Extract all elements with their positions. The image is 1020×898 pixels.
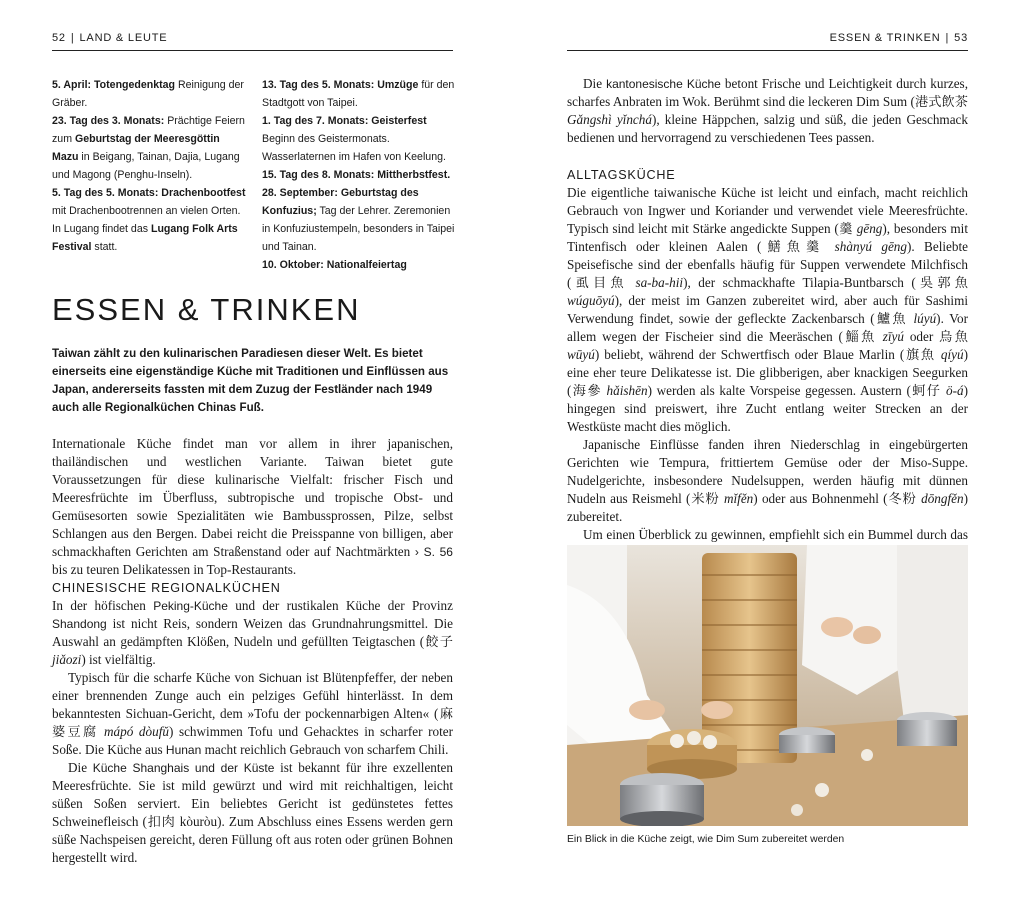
text-run: ) werden als kalte Vorspeise gegessen. Austern (蚵仔 xyxy=(647,383,946,398)
text-run: ) schwimmen Tofu und Gehacktes in scharfer roter Soße. Die Küche aus xyxy=(52,724,453,757)
text-run: oder 烏魚 xyxy=(903,329,968,344)
page-number: 53 xyxy=(954,32,968,44)
right-page xyxy=(510,0,1020,898)
keyword: Shandong xyxy=(52,617,107,631)
keyword: Hunan xyxy=(165,743,202,757)
intro-text xyxy=(52,435,453,579)
page-header-right xyxy=(567,32,968,51)
page-header-left xyxy=(52,32,453,51)
text-run: Die xyxy=(583,76,607,91)
pinyin: Gǎngshì yǐnchá xyxy=(567,112,652,127)
festival-name: Drachenbootfest xyxy=(161,187,246,199)
text-run: ist nicht Reis, sondern Weizen das Grundnahrungsmittel. Die Auswahl an gedämpften Klößen, Nudeln und gefüllten Teigtaschen (餃子 xyxy=(52,616,453,649)
header-separator: | xyxy=(945,32,950,44)
keyword: Küche Shanghais und der Küste xyxy=(92,761,275,775)
festival-name: Totengedenktag xyxy=(94,79,176,91)
body-paragraph xyxy=(52,597,453,669)
pinyin: wúguōyú xyxy=(567,293,615,308)
text-run: betont Frische und Leichtigkeit durch kurzes, scharfes Anbraten im Wok. Berühmt sind die leckeren Dim Sum (港式飲茶 xyxy=(567,76,968,109)
festival-date: 23. Tag des 3. Monats: xyxy=(52,115,168,127)
body-paragraph xyxy=(567,75,968,147)
text-run: Internationale Küche findet man vor allem in ihrer japanischen, thailändischen und westlichen Variante. Taiwan bietet gute Voraussetzungen für diese kulinarische Vielfalt: frischer Fisch und Meeresfrüchte im Überfluss, subtropische und tropische Obst- und Gemüsesorten sowie Spezialitäten wie Bambussprossen, Pilze, selbst Schlangen aus den Bergen. Dabei reicht die Preisspanne von billigen, aber schmackhaften Gerichten am Straßenstand oder auf Nachtmärkten xyxy=(52,436,453,559)
header-separator: | xyxy=(70,32,75,44)
text-run: ) hingegen sind preiswert, ihre Zucht entlang weiter Strecken an der Westküste macht dies möglich. xyxy=(567,383,968,434)
festival-entry xyxy=(262,166,457,184)
text-run: In der höfischen xyxy=(52,598,154,613)
text-run: ), der schmackhafte Tilapia-Buntbarsch (吳郭魚 xyxy=(683,275,968,290)
text-run: Japanische Einflüsse fanden ihren Niederschlag in eingebürgerten Gerichten wie Tempura, frittiertem Gemüse oder der Miso-Suppe. Nudelgerichte, insbesondere Nudelsuppen, werden häufig mit dünnen Nudeln aus Reismehl (米粉 xyxy=(567,437,968,506)
festival-text: Prächtige Feiern zum xyxy=(52,115,245,145)
festival-text: statt. xyxy=(91,241,118,253)
photo-illustration xyxy=(567,545,968,826)
text-run: ). Vor allem wegen der Fischeier sind die Meeräschen (鯔魚 xyxy=(567,311,969,344)
body-paragraph xyxy=(567,184,968,436)
text-run: bis zu teuren Delikatessen in Top-Restaurants. xyxy=(52,562,297,577)
subheading: CHINESISCHE REGIONALKÜCHEN xyxy=(52,581,281,595)
festival-column-1 xyxy=(52,76,247,256)
text-run: ) zubereitet. xyxy=(567,491,969,524)
festival-date: 10. Oktober: xyxy=(262,259,327,271)
festival-text: mit Drachenbootrennen an vielen Orten. In Lugang findet das xyxy=(52,205,241,235)
festival-column-2 xyxy=(262,76,457,274)
festival-entry xyxy=(262,184,457,256)
lead-paragraph: Taiwan zählt zu den kulinarischen Paradiesen dieser Welt. Es bietet einerseits eine eigenständige Küche mit Traditionen und Einflüssen aus Japan, andererseits fassten mit dem Zuzug der Festländer nach 1949 auch alle Regionalküchen Chinas Fuß. xyxy=(52,347,449,414)
festival-name: Mittherbstfest. xyxy=(377,169,451,181)
festival-entry xyxy=(262,256,457,274)
pinyin: mǐfěn xyxy=(723,491,754,506)
festival-entry xyxy=(52,112,247,184)
festival-date: 13. Tag des 5. Monats: xyxy=(262,79,378,91)
festival-text: Reinigung der Gräber. xyxy=(52,79,244,109)
festival-name: Umzüge xyxy=(377,79,419,91)
text-run: ) oder aus Bohnenmehl (冬粉 xyxy=(753,491,922,506)
right-body-text xyxy=(567,75,968,562)
text-run: macht reichlich Gebrauch von scharfem Chili. xyxy=(201,742,449,757)
festival-date: 28. September: xyxy=(262,187,341,199)
festival-entry xyxy=(52,76,247,112)
festival-text: Tag der Lehrer. Zeremonien in Konfuziustempeln, besonders in Taipei und Tainan. xyxy=(262,205,455,253)
text-run: ). Beliebte Speisefische sind der ebenfalls häufig für Suppen verwendete Milchfisch (虱目魚 xyxy=(567,239,968,290)
photo-caption: Ein Blick in die Küche zeigt, wie Dim Sum zubereitet werden xyxy=(567,834,845,845)
festival-text: Beginn des Geistermonats. Wasserlaternen im Hafen von Keelung. xyxy=(262,133,446,163)
header-section: LAND & LEUTE xyxy=(79,32,168,44)
pinyin: jiǎozi xyxy=(52,652,82,667)
pinyin: shànyú gēng xyxy=(834,239,907,254)
festival-text: in Beigang, Tainan, Dajia, Lugang und Magong (Penghu-Inseln). xyxy=(52,151,240,181)
keyword: Peking-Küche xyxy=(153,599,228,613)
text-run: Die eigentliche taiwanische Küche ist leicht und einfach, macht reichlich Gebrauch von Ingwer und Koriander und verwendet viele Meeresfrüchte. Typisch sind leicht mit Stärke angedickte Suppen (羹 xyxy=(567,185,968,236)
body-paragraph xyxy=(567,436,968,526)
pinyin: dōngfěn xyxy=(921,491,964,506)
festival-date: 1. Tag des 7. Monats: xyxy=(262,115,372,127)
chapter-title: ESSEN & TRINKEN xyxy=(52,292,361,327)
header-section: ESSEN & TRINKEN xyxy=(829,32,941,44)
festival-name: Geburtstag der Meeresgöttin Mazu xyxy=(52,133,220,163)
festival-name: Nationalfeiertag xyxy=(326,259,407,271)
festival-date: 5. Tag des 5. Monats: xyxy=(52,187,162,199)
festival-date: 15. Tag des 8. Monats: xyxy=(262,169,378,181)
body-paragraph xyxy=(52,759,453,867)
pinyin: gēng xyxy=(856,221,883,236)
festival-entry xyxy=(262,112,457,166)
text-run: Um einen Überblick zu gewinnen, empfiehlt sich ein Bummel durch das xyxy=(583,527,968,542)
page-number: 52 xyxy=(52,32,66,44)
pinyin: zīyú xyxy=(882,329,904,344)
body-paragraph xyxy=(52,669,453,759)
text-run: ), kleine Häppchen, salzig und süß, die jeden Geschmack bedienen und hervorragend zu verschiedenen Tees passen. xyxy=(567,112,968,145)
festival-entry xyxy=(262,76,457,112)
pinyin: lúyú xyxy=(913,311,937,326)
text-run: ist bekannt für ihre exzellenten Meeresfrüchte. Sie ist mild gewürzt und wird mit reichhaltigen, leicht süßen Soßen serviert. Ein beliebtes Gericht ist gedünstetes fettes Schweinefleisch (扣肉 kòuròu). Zum Abschluss eines Essens werden gern süße Nachspeisen gereicht, deren Füllung oft aus roten oder grünen Bohnen hergestellt wird. xyxy=(52,760,454,865)
subheading: ALLTAGSKÜCHE xyxy=(567,168,676,182)
festival-name: Geisterfest xyxy=(371,115,427,127)
regional-cuisines-section xyxy=(52,579,453,867)
text-run: Die xyxy=(68,760,93,775)
text-run: ), besonders mit Tintenfisch oder kleinen Aalen (鱔魚羹 xyxy=(567,221,968,254)
text-run: ) beliebt, während der Schwertfisch oder Blaue Marlin (旗魚 xyxy=(594,347,941,362)
text-run: und der rustikalen Küche der Provinz xyxy=(227,598,453,613)
pinyin: sa-ba-hii xyxy=(635,275,684,290)
intro-paragraph xyxy=(52,435,453,579)
text-run: ) eine eher teure Delikatesse ist. Die glibberigen, aber knackigen Seegurken (海參 xyxy=(567,347,968,398)
festival-text: für den Stadtgott von Taipei. xyxy=(262,79,455,109)
dim-sum-kitchen-photo xyxy=(567,545,968,826)
pinyin: hǎishēn xyxy=(606,383,648,398)
pinyin: mápó dòufǔ xyxy=(104,724,169,739)
festival-date: 5. April: xyxy=(52,79,94,91)
text-run: ), der meist im Ganzen zubereitet wird, aber auch für Sashimi Verwendung findet, sowie der gefleckte Zackenbarsch (鱸魚 xyxy=(567,293,968,326)
text-run: ist Blütenpfeffer, der neben einer brennenden Zunge auch ein pelziges Gefühl hinterlässt. In dem bekanntesten Sichuan-Gericht, dem »Tofu der pockennarbigen Alten« (麻婆豆腐 xyxy=(52,670,453,739)
text-run: ) ist vielfältig. xyxy=(81,652,156,667)
keyword: kantonesische Küche xyxy=(606,77,721,91)
pinyin: wūyú xyxy=(567,347,595,362)
festival-entry xyxy=(52,184,247,256)
pinyin: qíyú xyxy=(940,347,964,362)
festival-name: Lugang Folk Arts Festival xyxy=(52,223,238,253)
page-reference-link[interactable]: › S. 56 xyxy=(414,545,453,559)
festival-name: Geburtstag des Konfuzius; xyxy=(262,187,419,217)
text-run: Typisch für die scharfe Küche von xyxy=(68,670,259,685)
keyword: Sichuan xyxy=(258,671,302,685)
pinyin: ö-á xyxy=(946,383,964,398)
